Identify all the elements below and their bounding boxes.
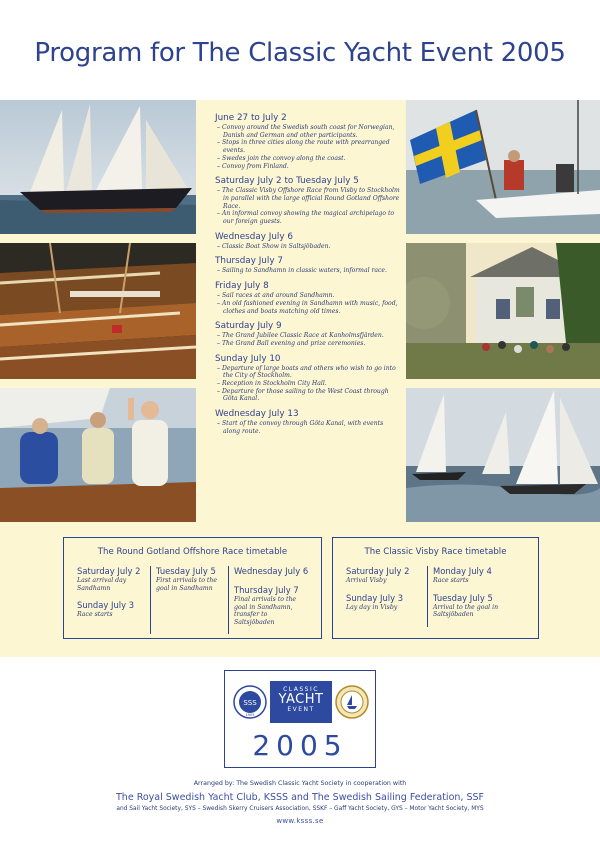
timetable-date: Sunday July 3 <box>77 600 135 611</box>
schedule-day-items <box>215 365 400 404</box>
footer-arranged-by: Arranged by: The Swedish Classic Yacht Society in cooperation with <box>193 780 407 787</box>
schedule-day <box>215 175 400 226</box>
logo-line-event: EVENT <box>287 706 315 713</box>
timetable-column <box>341 566 427 627</box>
schedule-day-date: Sunday July 10 <box>215 353 281 364</box>
footer-main-partners: The Royal Swedish Yacht Club, KSSS and The Swedish Sailing Federation, SSF <box>116 792 484 803</box>
timetable-description: Race starts <box>433 577 469 584</box>
schedule-item: – Stops in three cities along the route with prearranged events. <box>215 139 400 154</box>
timetable-date: Saturday July 2 <box>77 566 141 576</box>
timetable-description: Lay day in Visby <box>346 603 398 611</box>
left-seal-year: 1905 <box>245 713 255 717</box>
schedule-day-date: Thursday July 7 <box>215 256 283 267</box>
schedule-item: – An informal convoy showing the magical archipelago to our foreign guests. <box>215 210 400 225</box>
visby-timetable <box>332 537 539 639</box>
timetable-description: Arrival to the goal in Saltsjöbaden <box>433 603 499 619</box>
timetable-entry <box>433 566 526 585</box>
schedule-item: – Departure for those sailing to the West Coast through Göta Kanal. <box>215 388 400 403</box>
schedule-day <box>215 280 400 315</box>
timetable-entry <box>234 585 309 626</box>
timetable-date: Thursday July 7 <box>234 585 299 595</box>
photo-swedish-flag-boat <box>406 100 600 234</box>
photo-crew-on-deck <box>0 388 196 522</box>
footer-website-link[interactable]: www.ksss.se <box>276 817 324 825</box>
timetable-date: Tuesday July 5 <box>156 566 216 576</box>
event-logo <box>224 670 376 768</box>
photo-wooden-boats-harbour <box>0 243 196 379</box>
schedule-item: – An old fashioned evening in Sandhamn with music, food, clothes and boats matching old times. <box>215 300 400 315</box>
schedule-day-items <box>215 292 400 315</box>
event-schedule <box>215 112 400 441</box>
page-title: Program for The Classic Yacht Event 2005 <box>34 38 566 68</box>
footer-other-partners: and Sail Yacht Society, SYS – Swedish Skerry Cruisers Association, SSKF – Gaff Yacht Society, GYS – Motor Yacht Society, MYS <box>116 806 484 812</box>
schedule-item: – Sailing to Sandhamn in classic waters, informal race. <box>215 267 400 275</box>
schedule-item: – Start of the convoy through Göta Kanal, with events along route. <box>215 420 400 435</box>
timetable-date: Monday July 4 <box>433 566 492 576</box>
schedule-item: – Departure of large boats and others who wish to go into the City of Stockholm. <box>215 365 400 380</box>
timetable-description: Last arrival day Sandhamn <box>77 577 127 592</box>
schedule-day-date: Wednesday July 6 <box>215 231 293 242</box>
schedule-item: – Reception in Stockholm City Hall. <box>215 380 400 388</box>
schedule-item: – The Classic Visby Offshore Race from Visby to Stockholm in parallel with the large official Round Gotland Offshore Race. <box>215 187 400 210</box>
sailing-federation-seal-icon <box>335 685 369 719</box>
timetable-entry <box>156 566 223 592</box>
schedule-day <box>215 353 400 404</box>
schedule-day <box>215 255 400 275</box>
photo-racing-yachts <box>406 388 600 522</box>
timetable-entry <box>77 600 145 619</box>
timetable-entry <box>77 566 145 592</box>
logo-line-classic: CLASSIC <box>283 686 319 693</box>
logo-year: 2005 <box>252 729 348 762</box>
schedule-item: – Convoy from Finland. <box>215 163 400 171</box>
schedule-day-items <box>215 332 400 347</box>
left-seal-text: SSS <box>243 699 257 707</box>
timetable-date: Saturday July 2 <box>346 566 410 576</box>
timetable-column <box>72 566 150 634</box>
timetable-description: Arrival Visby <box>346 577 387 584</box>
visby-timetable-title: The Classic Visby Race timetable <box>364 547 507 557</box>
timetable-date: Wednesday July 6 <box>234 566 309 576</box>
timetable-description: Final arrivals to the goal in Sandhamn, transfer to Saltsjöbaden <box>234 596 297 626</box>
schedule-day <box>215 112 400 170</box>
timetable-entry <box>346 566 422 585</box>
timetable-entry <box>346 593 422 612</box>
schedule-day-date: Wednesday July 13 <box>215 409 299 420</box>
logo-banner <box>270 681 332 723</box>
schedule-day-date: Saturday July 9 <box>215 321 282 332</box>
schedule-day-items <box>215 187 400 226</box>
timetable-description: Race starts <box>77 611 113 619</box>
schedule-day <box>215 231 400 251</box>
timetable-column <box>228 566 314 634</box>
timetable-column <box>427 566 531 627</box>
gotland-timetable-title: The Round Gotland Offshore Race timetable <box>97 547 288 557</box>
logo-line-yacht: YACHT <box>278 692 324 707</box>
schedule-item: – The Grand Jubilee Classic Race at Kanholmsfjärden. <box>215 332 400 340</box>
schedule-day-date: June 27 to July 2 <box>215 113 287 123</box>
gotland-timetable <box>63 537 322 639</box>
schedule-day <box>215 320 400 347</box>
timetable-column <box>150 566 228 634</box>
timetable-entry <box>433 593 526 619</box>
schedule-day-items <box>215 124 400 170</box>
schedule-item: – Swedes join the convoy along the coast. <box>215 155 400 163</box>
schedule-day-items <box>215 267 400 275</box>
timetable-entry <box>234 566 309 577</box>
schedule-item: – Classic Boat Show in Saltsjöbaden. <box>215 243 400 251</box>
schedule-day-date: Saturday July 2 to Tuesday July 5 <box>215 176 359 187</box>
timetable-description: First arrivals to the goal in Sandhamn <box>156 577 218 592</box>
schedule-item: – Sail races at and around Sandhamn. <box>215 292 400 300</box>
schedule-item: – Convoy around the Swedish south coast for Norwegian, Danish and German and other participants. <box>215 124 400 139</box>
schedule-day-date: Friday July 8 <box>215 281 269 292</box>
schedule-item: – The Grand Ball evening and prize ceremonies. <box>215 340 400 348</box>
timetable-date: Tuesday July 5 <box>433 592 493 603</box>
timetable-date: Sunday July 3 <box>346 592 404 603</box>
schedule-day <box>215 408 400 435</box>
photo-schooner-sailing <box>0 100 196 234</box>
schedule-day-items <box>215 243 400 251</box>
sss-seal-icon <box>233 685 267 719</box>
photo-garden-gathering <box>406 243 600 379</box>
schedule-day-items <box>215 420 400 435</box>
